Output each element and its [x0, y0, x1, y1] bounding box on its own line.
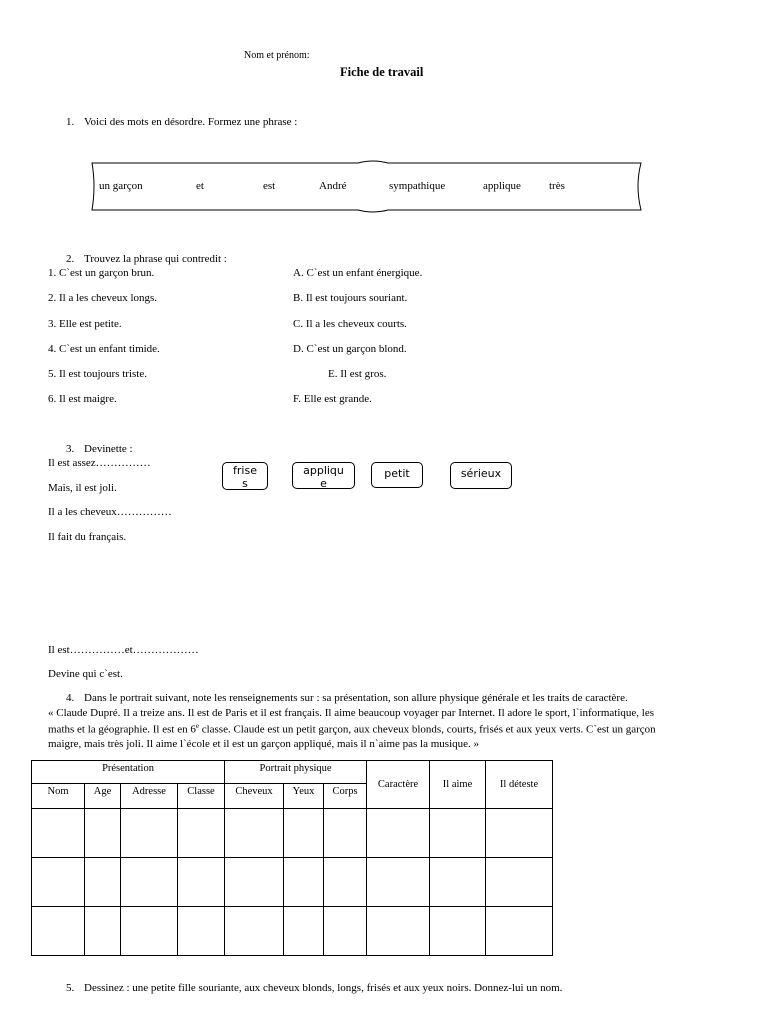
- header-portrait-physique: Portrait physique: [225, 761, 367, 784]
- table-row: [32, 907, 553, 956]
- word-box-petit: petit: [371, 462, 423, 488]
- ex1-word: sympathique: [389, 180, 446, 192]
- ex1-instruction: Voici des mots en désordre. Formez une phrase :: [84, 116, 298, 128]
- ex3-number: 3.: [66, 443, 75, 455]
- table-cell[interactable]: [324, 907, 367, 956]
- table-cell[interactable]: [121, 809, 178, 858]
- word-box-applique: appliqu e: [292, 462, 355, 489]
- table-cell[interactable]: [121, 858, 178, 907]
- ex4-text-line: maths et la géographie. Il est en 6e classe. Claude est un petit garçon, aux cheveux blonds, courts, frisés et aux yeux verts. C`est un garçon: [48, 722, 656, 736]
- table-cell[interactable]: [225, 907, 284, 956]
- table-cell[interactable]: [121, 907, 178, 956]
- ex2-left-item: 3. Elle est petite.: [48, 318, 122, 330]
- ex2-number: 2.: [66, 253, 75, 265]
- word-box-serieux: sérieux: [450, 462, 512, 489]
- table-cell[interactable]: [85, 809, 121, 858]
- ex2-left-item: 2. Il a les cheveux longs.: [48, 292, 158, 304]
- header-classe: Classe: [178, 784, 225, 809]
- ex2-right-item: E. Il est gros.: [328, 368, 387, 380]
- table-cell[interactable]: [486, 858, 553, 907]
- table-cell[interactable]: [85, 858, 121, 907]
- table-cell[interactable]: [178, 858, 225, 907]
- table-row: [32, 809, 553, 858]
- ex4-text-line: maigre, mais très joli. Il aime l`école et il est un garçon appliqué, mais il n`aime pas la musique. »: [48, 738, 480, 750]
- ex2-right-item: F. Elle est grande.: [293, 393, 372, 405]
- table-cell[interactable]: [367, 907, 430, 956]
- header-adresse: Adresse: [121, 784, 178, 809]
- table-cell[interactable]: [32, 809, 85, 858]
- word-box-frises: frise s: [222, 462, 268, 490]
- table-cell[interactable]: [486, 809, 553, 858]
- header-presentation: Présentation: [32, 761, 225, 784]
- ex2-left-item: 1. C`est un garçon brun.: [48, 267, 155, 279]
- ex1-word: applique: [483, 180, 521, 192]
- ex1-word: André: [319, 180, 347, 192]
- ex3-instruction: Devinette :: [84, 443, 133, 455]
- table-cell[interactable]: [486, 907, 553, 956]
- table-cell[interactable]: [324, 858, 367, 907]
- name-label: Nom et prénom:: [244, 50, 310, 61]
- header-caractere: Caractère: [367, 761, 430, 809]
- ex5-instruction: Dessinez : une petite fille souriante, aux cheveux blonds, longs, frisés et aux yeux noirs. Donnez-lui un nom.: [84, 982, 563, 994]
- header-nom: Nom: [32, 784, 85, 809]
- table-cell[interactable]: [430, 907, 486, 956]
- ex4-number: 4.: [66, 692, 75, 704]
- ex1-word: un garçon: [99, 180, 143, 192]
- table-cell[interactable]: [284, 858, 324, 907]
- ex2-right-item: C. Il a les cheveux courts.: [293, 318, 407, 330]
- ex4-text-line: « Claude Dupré. Il a treize ans. Il est de Paris et il est français. Il aime beaucoup voyager par Internet. Il adore le sport, l`informatique, les: [48, 707, 654, 719]
- table-cell[interactable]: [225, 858, 284, 907]
- ex1-word: très: [549, 180, 565, 192]
- table-cell[interactable]: [324, 809, 367, 858]
- table-cell[interactable]: [284, 809, 324, 858]
- ex2-left-item: 5. Il est toujours triste.: [48, 368, 147, 380]
- ex2-right-item: A. C`est un enfant énergique.: [293, 267, 423, 279]
- page-title: Fiche de travail: [340, 65, 424, 79]
- header-il-aime: Il aime: [430, 761, 486, 809]
- ex3-bottom-line: Il est……………et………………: [48, 644, 199, 656]
- ex1-word: est: [263, 180, 276, 192]
- table-row: [32, 858, 553, 907]
- ex2-right-item: D. C`est un garçon blond.: [293, 343, 407, 355]
- ex1-number: 1.: [66, 116, 75, 128]
- table-cell[interactable]: [430, 809, 486, 858]
- ex2-right-item: B. Il est toujours souriant.: [293, 292, 408, 304]
- table-cell[interactable]: [284, 907, 324, 956]
- ex4-instruction: Dans le portrait suivant, note les renseignements sur : sa présentation, son allure physique générale et les traits de caractère.: [84, 692, 628, 704]
- header-il-deteste: Il déteste: [486, 761, 553, 809]
- ex3-guess: Devine qui c`est.: [48, 668, 123, 680]
- ex2-instruction: Trouvez la phrase qui contredit :: [84, 253, 227, 265]
- ex3-line: Il a les cheveux……………: [48, 506, 172, 518]
- table-cell[interactable]: [367, 809, 430, 858]
- header-cheveux: Cheveux: [225, 784, 284, 809]
- ex1-word: et: [196, 180, 204, 192]
- portrait-table: [31, 760, 553, 956]
- ex5-number: 5.: [66, 982, 75, 994]
- ex3-line: Il fait du français.: [48, 531, 127, 543]
- table-cell[interactable]: [32, 907, 85, 956]
- header-age: Age: [85, 784, 121, 809]
- table-cell[interactable]: [32, 858, 85, 907]
- table-cell[interactable]: [367, 858, 430, 907]
- table-cell[interactable]: [178, 907, 225, 956]
- header-yeux: Yeux: [284, 784, 324, 809]
- ex3-line: Il est assez……………: [48, 457, 151, 469]
- ex2-left-item: 4. C`est un enfant timide.: [48, 343, 160, 355]
- table-cell[interactable]: [225, 809, 284, 858]
- table-cell[interactable]: [85, 907, 121, 956]
- table-cell[interactable]: [430, 858, 486, 907]
- table-cell[interactable]: [178, 809, 225, 858]
- ex2-left-item: 6. Il est maigre.: [48, 393, 117, 405]
- ex3-line: Mais, il est joli.: [48, 482, 117, 494]
- header-corps: Corps: [324, 784, 367, 809]
